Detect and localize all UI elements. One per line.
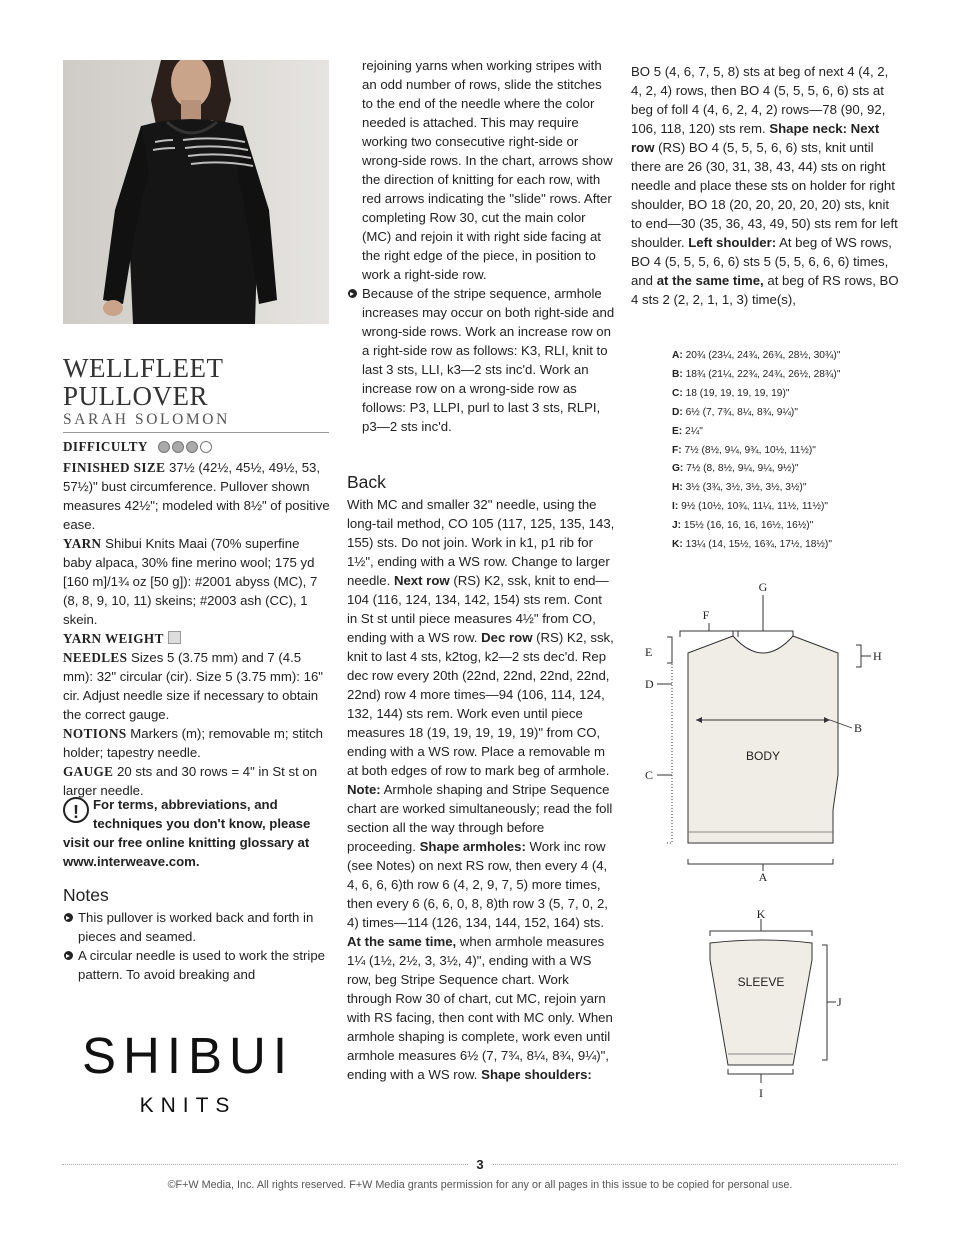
list-item	[672, 404, 902, 423]
col3-p1: BO 5 (4, 6, 7, 5, 8) sts at beg of next 4 (4, 2, 4, 2, 4) rows, then BO 4 (5, 5, 5, 6, 6) sts at beg of foll 4 (4, 6, 2, 4, 2) rows—78 (90, 92, 106, 118, 120) sts rem.	[631, 64, 889, 136]
notions-label: NOTIONS	[63, 726, 127, 741]
pattern-specs	[63, 437, 331, 800]
label-a: A	[758, 870, 768, 884]
schematic-diagram	[630, 575, 910, 1115]
finished-size-label: FINISHED SIZE	[63, 460, 166, 475]
body-outline	[688, 636, 838, 843]
author-name: SARAH SOLOMON	[63, 410, 329, 433]
measure-key: J:	[672, 520, 682, 532]
label-d: D	[645, 677, 654, 691]
difficulty-dot	[158, 441, 170, 453]
sleeve-outline	[710, 940, 812, 1065]
list-item	[672, 479, 902, 498]
measure-value: 2¼"	[685, 425, 703, 437]
col3-text	[631, 62, 901, 309]
measure-value: 6½ (7, 7¾, 8¼, 8¾, 9¼)"	[685, 406, 798, 418]
label-k: K	[756, 907, 766, 921]
yarn-label: YARN	[63, 536, 102, 551]
back-heading: Back	[347, 472, 386, 492]
difficulty-dot	[186, 441, 198, 453]
shoulder-neck-instructions	[631, 62, 901, 309]
label-f: F	[702, 608, 710, 622]
measure-key: A:	[672, 350, 683, 361]
dec-row-label: Dec row	[481, 630, 533, 645]
measure-value: 9½ (10½, 10¾, 11¼, 11½, 11½)"	[681, 501, 828, 513]
needles	[63, 648, 331, 724]
difficulty-dot	[172, 441, 184, 453]
difficulty-row	[63, 437, 331, 458]
terms-note	[63, 795, 331, 871]
yarn-weight	[63, 629, 331, 648]
measure-value: 7½ (8½, 9¼, 9¾, 10½, 11½)"	[684, 444, 816, 456]
measure-value: 20¾ (23¼, 24¾, 26¾, 28½, 30¾)"	[685, 350, 841, 361]
list-item	[672, 366, 902, 385]
difficulty-rating	[158, 439, 214, 458]
shibui-logo-sub: KNITS	[139, 1094, 237, 1117]
back-instructions	[347, 495, 615, 1084]
measure-key: B:	[672, 368, 683, 380]
finished-size-text: 37½ (42½, 45½, 49½, 53, 57½)" bust circumference. Pullover shown measures 42½"; modeled with 8½" of positive ease.	[63, 460, 330, 532]
measure-key: I:	[672, 501, 679, 513]
note-label: Note:	[347, 782, 381, 797]
list-item	[672, 423, 902, 442]
gauge-text: 20 sts and 30 rows = 4" in St st on larger needle.	[63, 764, 318, 798]
page-number: 3	[468, 1155, 492, 1174]
measure-value: 18¾ (21¼, 22¾, 24¾, 26½, 28¾)"	[685, 368, 841, 380]
shape-shoulders-label: Shape shoulders:	[481, 1067, 592, 1082]
list-item	[672, 347, 902, 366]
left-shoulder-label: Left shoulder:	[688, 235, 777, 250]
back-p1: With MC and smaller 32" needle, using the long-tail method, CO 105 (117, 125, 135, 143, 155) sts. Do not join. Work in k1, p1 rib for 1½", ending with a WS row. Change to larger needle.	[347, 497, 615, 588]
terms-note-text: For terms, abbreviations, and techniques you don't know, please visit our free online knitting glossary at www.interweave.com.	[63, 797, 311, 869]
measure-key: D:	[672, 406, 683, 418]
notions	[63, 724, 331, 762]
back-p2: (RS) K2, ssk, knit to end—104 (116, 124, 134, 142, 154) sts rem. Cont in St st until piece measures 4½" from CO, ending with a WS row.	[347, 573, 609, 645]
measure-key: E:	[672, 425, 683, 437]
yarn-weight-label: YARN WEIGHT	[63, 631, 164, 646]
finished-size	[63, 458, 331, 534]
back-p4: Armhole shaping and Stripe Sequence chart are worked simultaneously; read the foll section all the way through before proceeding.	[347, 782, 613, 854]
label-c: C	[645, 768, 654, 782]
label-i: I	[759, 1086, 763, 1100]
needles-label: NEEDLES	[63, 650, 128, 665]
measure-value: 18 (19, 19, 19, 19, 19)"	[685, 387, 790, 399]
notes-continued	[347, 56, 615, 436]
exclamation-icon: !	[63, 797, 89, 823]
difficulty-label: DIFFICULTY	[63, 439, 148, 454]
needles-text: Sizes 5 (3.75 mm) and 7 (4.5 mm): 32" circular (cir). Size 5 (3.75 mm): 16" cir. Adjust needle size if necessary to obtain the correct gauge.	[63, 650, 323, 722]
list-item: A circular needle is used to work the stripe pattern. To avoid breaking and	[63, 946, 331, 984]
list-item	[672, 460, 902, 479]
back-text	[347, 495, 615, 1084]
yarn-text: Shibui Knits Maai (70% superfine baby alpaca, 30% fine merino wool; 175 yd [160 m]/1¾ oz [50 g]): #2001 abyss (MC), 7 (8, 8, 9, 10, 11) skeins; #2003 ash (CC), 1 skein.	[63, 536, 318, 627]
col3-p2: (RS) BO 4 (5, 5, 5, 6, 6) sts, knit until there are 26 (30, 31, 38, 43, 44) sts on right needle and place these sts on holder for right shoulder, BO 18 (20, 20, 20, 20, 20) sts, knit to end—30 (35, 36, 43, 49, 50) sts rem for left shoulder.	[631, 140, 898, 250]
pattern-title	[63, 354, 331, 410]
body-label: BODY	[745, 749, 781, 763]
model-photo-illustration	[63, 60, 329, 324]
label-j: J	[837, 995, 842, 1009]
list-item: This pullover is worked back and forth in pieces and seamed.	[63, 908, 331, 946]
measure-key: C:	[672, 387, 683, 399]
measure-key: G:	[672, 463, 684, 475]
measure-value: 15½ (16, 16, 16, 16½, 16½)"	[683, 520, 814, 532]
measurements-list	[672, 347, 902, 555]
same-time-label: At the same time,	[347, 934, 457, 949]
shape-neck-label: Shape neck: Next row	[631, 121, 880, 155]
label-g: G	[758, 580, 768, 594]
list-item	[672, 498, 902, 517]
notes-list-continued	[347, 284, 615, 436]
list-item	[672, 442, 902, 461]
shibui-logo: SHIBUI	[81, 1027, 295, 1084]
measure-key: K:	[672, 539, 683, 551]
gauge-label: GAUGE	[63, 764, 114, 779]
col3-p4: at beg of RS rows, BO 4 sts 2 (2, 2, 1, 1, 3) time(s),	[631, 273, 899, 307]
title-line-2: PULLOVER	[63, 381, 208, 411]
back-p3: (RS) K2, ssk, knit to last 4 sts, k2tog, k2—2 sts dec'd. Rep dec row every 20th (22nd, 22nd, 22nd, 22nd, 22nd) row 4 more times—94 (106, 114, 124, 132, 144) sts rem. Work even until piece measures 18 (19, 19, 19, 19, 19)" from CO, ending with a WS row. Place a removable m at both edges of row to mark beg of armhole.	[347, 630, 614, 778]
measure-key: H:	[672, 482, 683, 494]
back-p6: when armhole measures 1¼ (1½, 2½, 3, 3½, 4)", ending with a WS row, beg Stripe Sequence chart. Work through Row 30 of chart, cut MC, rejoin yarn with RS facing, then cont with MC only. When armhole shaping is complete, work even until armhole measures 6½ (7, 7¾, 8¼, 8¾, 9¼)", ending with a WS row.	[347, 934, 613, 1082]
col3-p3: At beg of WS rows, BO 4 (5, 5, 5, 6, 6) sts 5 (5, 5, 6, 6, 6) times, and	[631, 235, 892, 288]
notes-heading: Notes	[63, 885, 109, 905]
sleeve-label: SLEEVE	[737, 975, 785, 989]
measure-key: F:	[672, 444, 682, 456]
model-photo	[63, 60, 329, 324]
label-h: H	[873, 649, 882, 663]
shape-armholes-label: Shape armholes:	[419, 839, 526, 854]
label-b: B	[854, 721, 863, 735]
list-item: Because of the stripe sequence, armhole increases may occur on both right-side and wrong-side rows. Work an increase row on a right-side row as follows: K3, RLI, knit to last 3 sts, LLI, k3—2 sts inc'd. Work an increase row on a wrong-side row as follows: P3, LLPI, purl to last 3 sts, RLPI, p3—2 sts inc'd.	[347, 284, 615, 436]
measure-value: 7½ (8, 8½, 9¼, 9¼, 9½)"	[686, 463, 799, 475]
difficulty-dot	[200, 441, 212, 453]
measure-value: 13¼ (14, 15½, 16¾, 17½, 18½)"	[685, 539, 832, 551]
yarn	[63, 534, 331, 629]
copyright-notice: ©F+W Media, Inc. All rights reserved. F+W Media grants permission for any or all pages in this issue to be copied for personal use.	[167, 1179, 793, 1191]
label-e: E	[645, 645, 653, 659]
same-time-label-2: at the same time,	[656, 273, 764, 288]
next-row-label: Next row	[393, 573, 450, 588]
notes-continued-text: rejoining yarns when working stripes with an odd number of rows, slide the stitches to the end of the needle where the color needed is attached. This may require working two consecutive right-side or wrong-side rows. In the chart, arrows show the direction of knitting for each row, with red arrows indicating the "slide" rows. After completing Row 30, cut the main color (MC) and rejoin it with right side facing at the right edge of the piece, in position to work a right-side row.	[362, 58, 613, 282]
notes-list	[63, 908, 331, 984]
list-item	[672, 517, 902, 536]
yarn-weight-icon	[168, 631, 181, 644]
back-p5: Work inc row (see Notes) on next RS row, then every 4 (4, 4, 6, 6, 6)th row 6 (4, 2, 9, 7, 5) more times, then every 6 (6, 6, 0, 8, 8)th row 3 (5, 7, 0, 2, 4) times—114 (126, 134, 144, 152, 164) sts.	[347, 839, 608, 930]
notions-text: Markers (m); removable m; stitch holder; tapestry needle.	[63, 726, 324, 760]
title-line-1: WELLFLEET	[63, 353, 224, 383]
measure-value: 3½ (3¾, 3½, 3½, 3½, 3½)"	[685, 482, 807, 494]
list-item	[672, 385, 902, 404]
list-item	[672, 536, 902, 555]
